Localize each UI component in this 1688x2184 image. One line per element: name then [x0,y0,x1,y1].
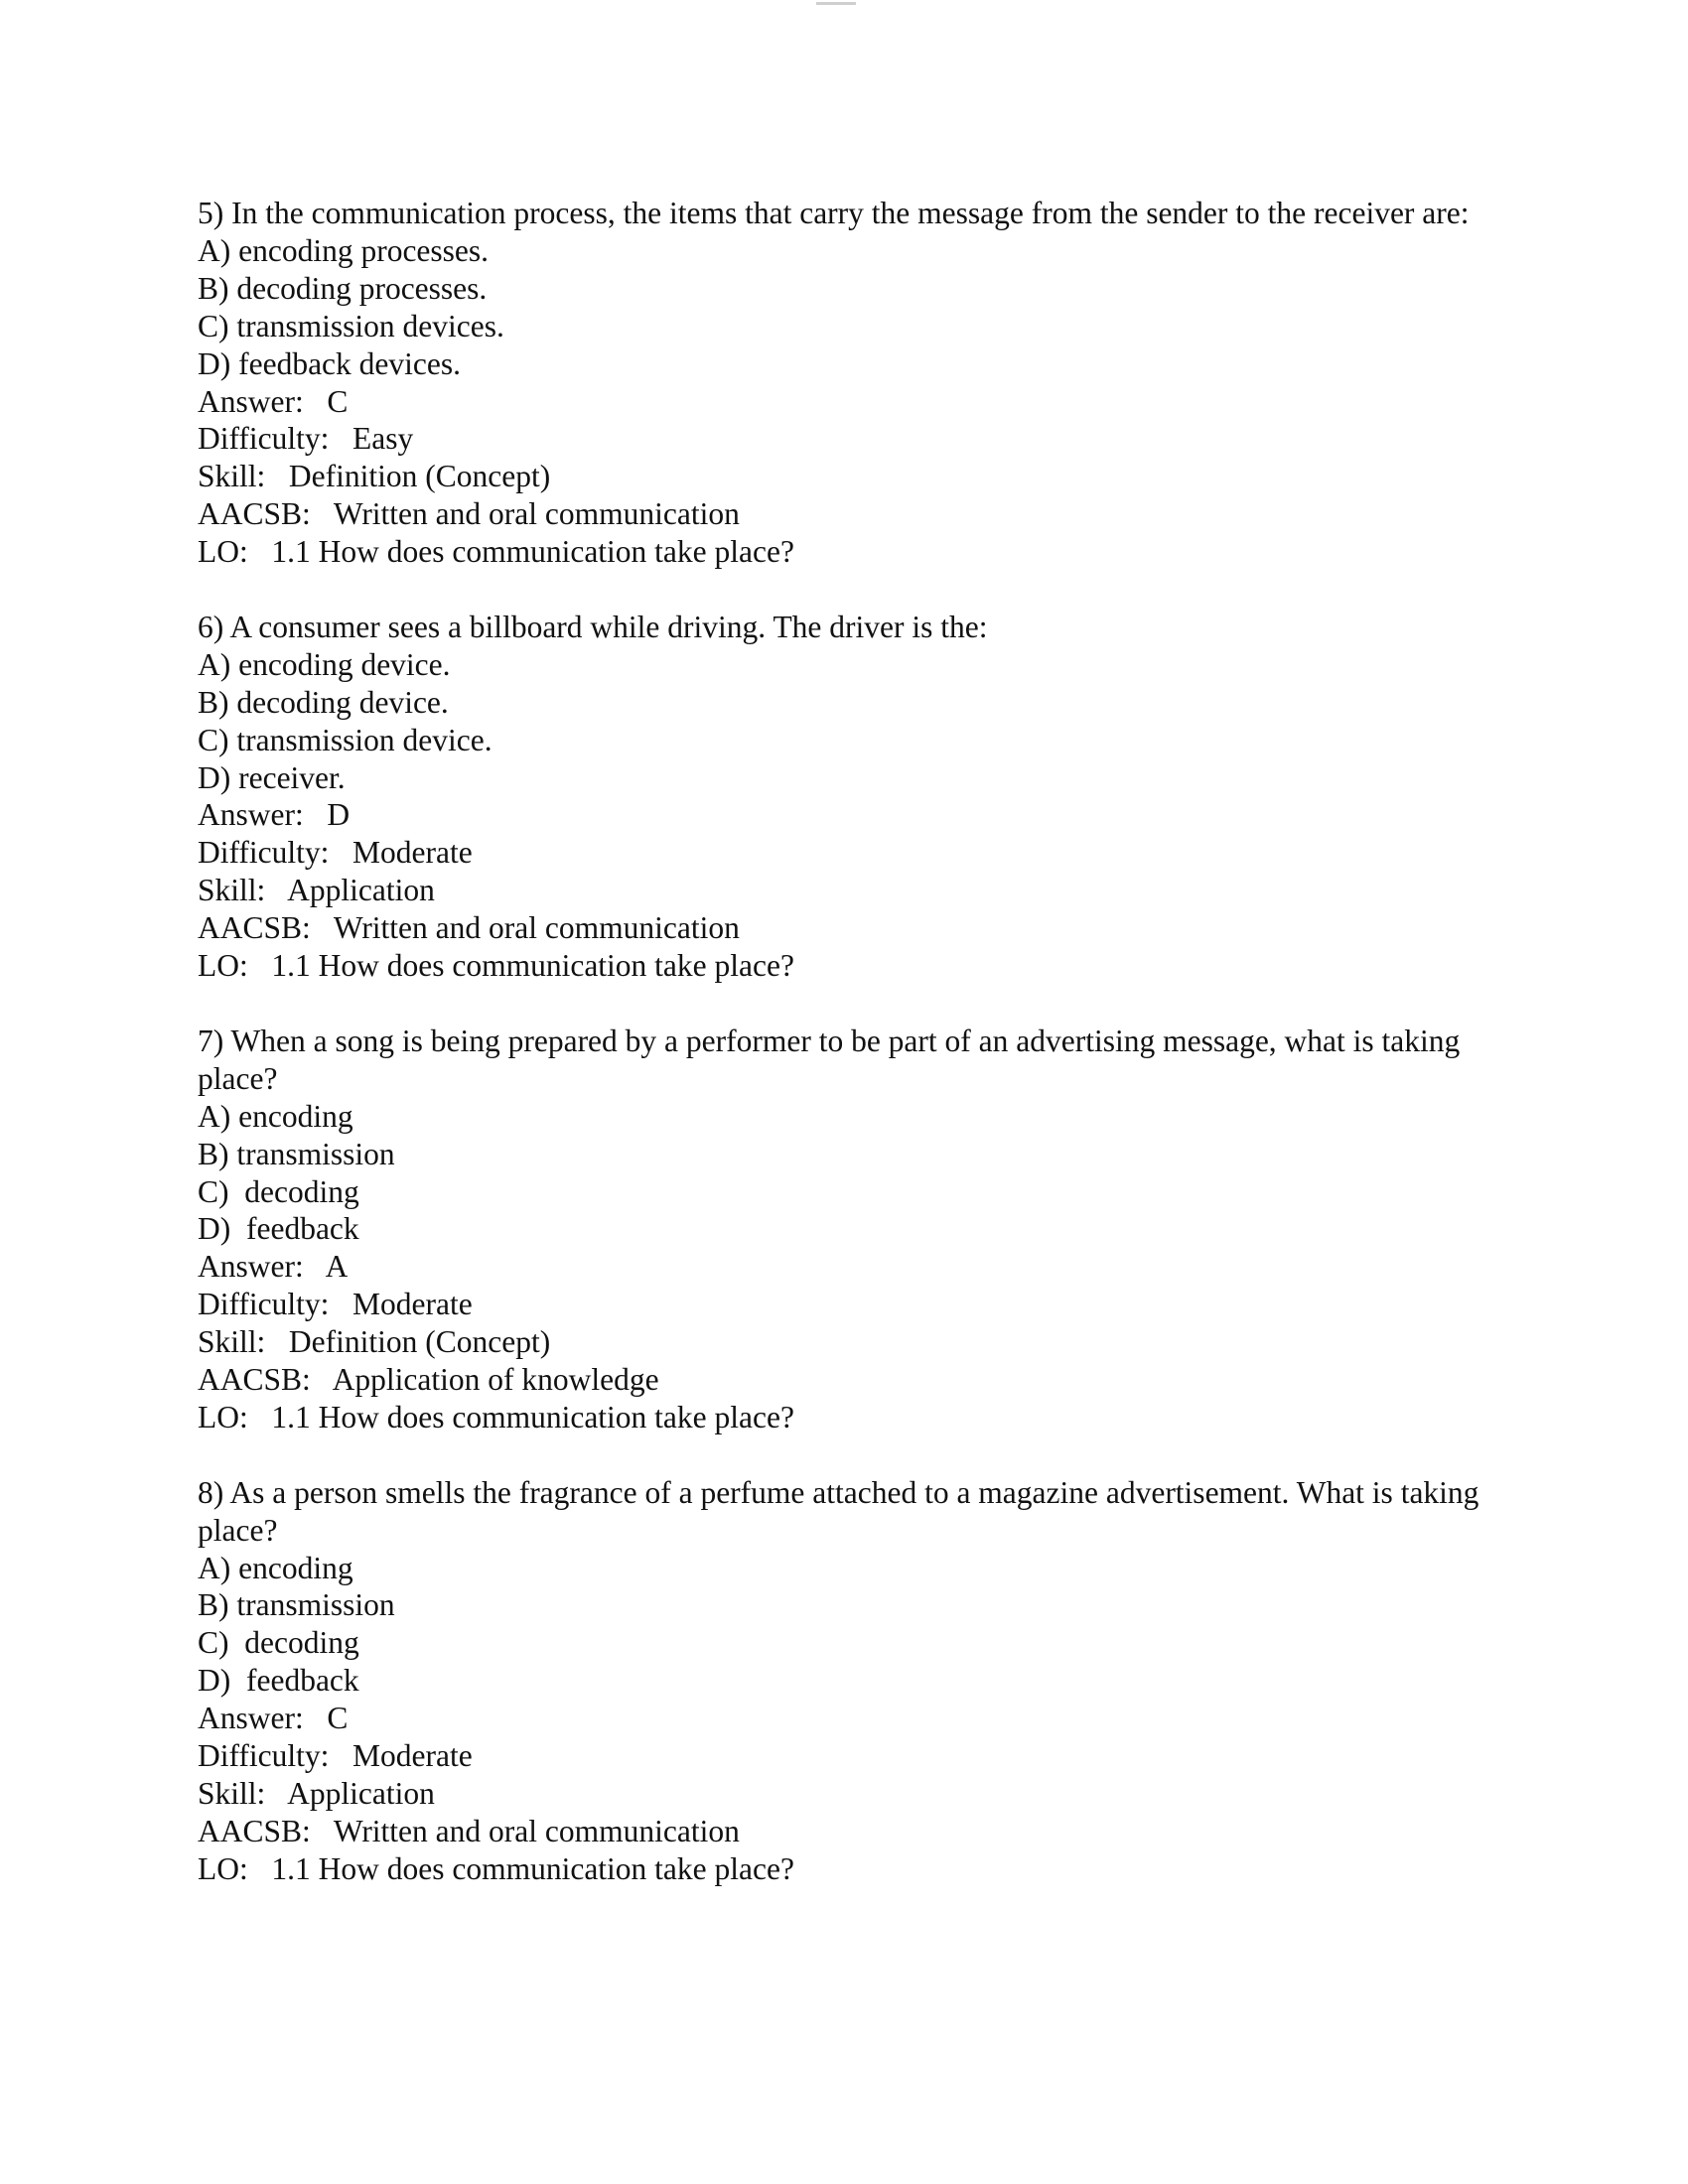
option-c: C) transmission device. [198,722,492,757]
difficulty: Difficulty: Moderate [198,1287,473,1322]
skill: Skill: Application [198,873,435,908]
document-body [198,195,1508,1926]
skill: Skill: Definition (Concept) [198,459,551,494]
difficulty: Difficulty: Moderate [198,1738,473,1774]
option-d: D) feedback [198,1663,359,1699]
option-d: D) receiver. [198,759,346,795]
option-a: A) encoding [198,1098,353,1134]
skill: Skill: Definition (Concept) [198,1324,551,1360]
option-a: A) encoding processes. [198,232,490,268]
option-c: C) decoding [198,1625,359,1661]
option-b: B) transmission [198,1136,395,1171]
difficulty: Difficulty: Easy [198,421,414,457]
option-a: A) encoding [198,1550,353,1585]
header-watermark [816,2,856,5]
aacsb: AACSB: Written and oral communication [198,910,740,946]
aacsb: AACSB: Written and oral communication [198,496,740,532]
question-stem: 5) In the communication process, the items that carry the message from the sender to the receiver are: [198,196,1470,230]
question-7 [198,1023,1508,1436]
option-b: B) transmission [198,1587,395,1623]
option-b: B) decoding processes. [198,270,488,306]
answer: Answer: C [198,1701,349,1736]
option-d: D) feedback [198,1211,359,1247]
option-a: A) encoding device. [198,646,451,682]
learning-objective: LO: 1.1 How does communication take place? [198,1850,794,1886]
question-8 [198,1474,1508,1888]
option-c: C) transmission devices. [198,308,504,343]
question-stem: 6) A consumer sees a billboard while driving. The driver is the: [198,609,988,644]
option-c: C) decoding [198,1173,359,1209]
question-5 [198,195,1508,571]
learning-objective: LO: 1.1 How does communication take place? [198,948,794,984]
option-b: B) decoding device. [198,684,449,720]
difficulty: Difficulty: Moderate [198,835,473,871]
answer: Answer: A [198,1249,349,1285]
skill: Skill: Application [198,1776,435,1812]
learning-objective: LO: 1.1 How does communication take place? [198,1399,794,1434]
question-stem: 7) When a song is being prepared by a performer to be part of an advertising message, what is taking place? [198,1023,1469,1096]
answer: Answer: C [198,383,349,419]
aacsb: AACSB: Application of knowledge [198,1362,659,1398]
aacsb: AACSB: Written and oral communication [198,1813,740,1848]
option-d: D) feedback devices. [198,345,461,381]
question-stem: 8) As a person smells the fragrance of a perfume attached to a magazine advertisement. What is taking place? [198,1474,1487,1548]
question-6 [198,609,1508,985]
learning-objective: LO: 1.1 How does communication take place? [198,534,794,570]
answer: Answer: D [198,797,351,833]
